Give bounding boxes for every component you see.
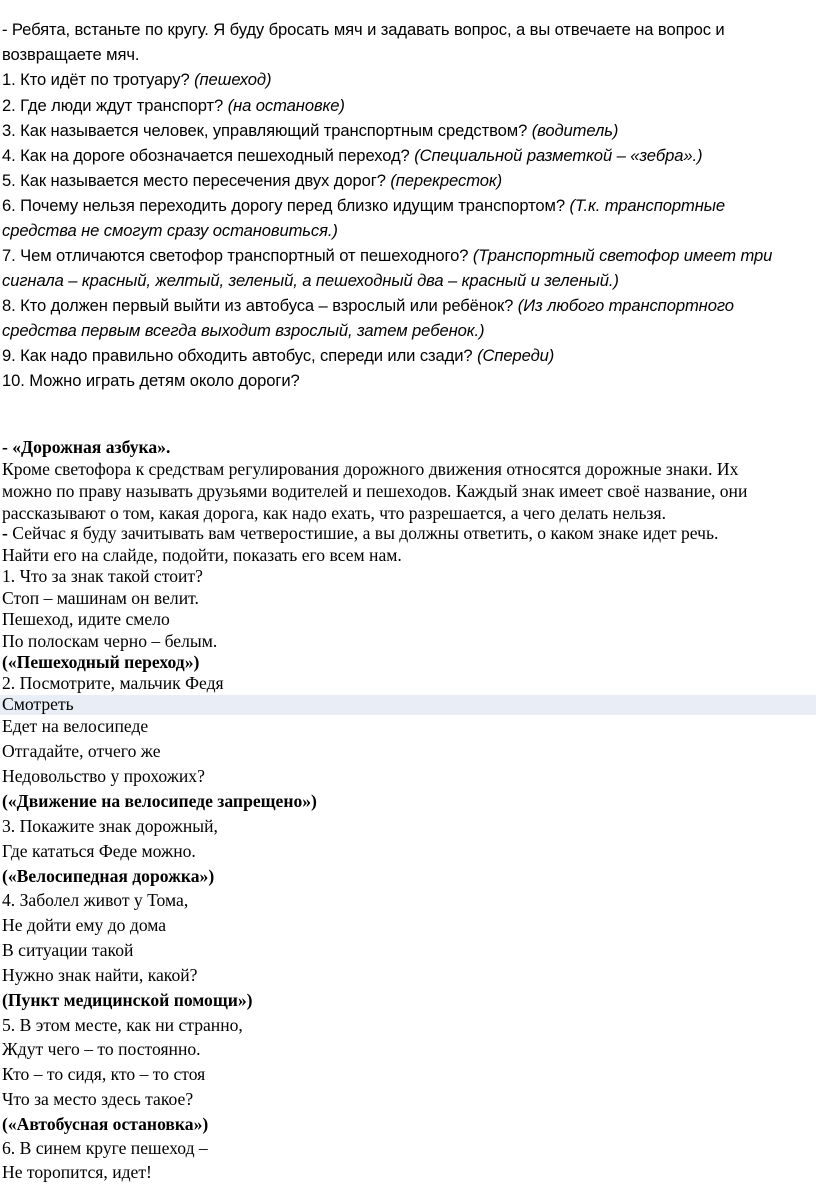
question-6-answer-cont: средства не смогут сразу остановиться.) [2, 221, 338, 240]
question-text: 10. Можно играть детям около дороги? [2, 371, 300, 390]
riddle-4-answer: (Пункт медицинской помощи») [2, 990, 253, 1010]
question-answer: (Спереди) [477, 346, 555, 365]
question-text: 3. Как называется человек, управляющий транспортным средством? [2, 121, 532, 140]
intro-paragraph-line-1: Кроме светофора к средствам регулирования дорожного движения относятся дорожные знаки. Их [2, 459, 739, 479]
question-10 [2, 371, 816, 391]
question-5 [2, 171, 816, 191]
game-intro-line-1: - Ребята, встаньте по кругу. Я буду бросать мяч и задавать вопрос, а вы отвечаете на вопрос и [2, 20, 725, 39]
riddle-2-line-1: 2. Посмотрите, мальчик Федя [2, 673, 224, 693]
question-7 [2, 246, 816, 266]
question-text: 7. Чем отличаются светофор транспортный от пешеходного? [2, 246, 473, 265]
question-4 [2, 146, 816, 166]
section-heading: - «Дорожная азбука». [2, 437, 171, 457]
question-7-answer-cont: сигнала – красный, желтый, зеленый, а пешеходный два – красный и зеленый.) [2, 271, 619, 290]
riddle-4-line-3: В ситуации такой [2, 940, 134, 960]
question-text: 1. Кто идёт по тротуару? [2, 70, 195, 89]
riddle-1-line-2: Стоп – машинам он велит. [2, 588, 199, 608]
intro-paragraph-line-3: рассказывают о том, какая дорога, как надо ехать, что разрешается, а чего делать нельзя. [2, 503, 666, 523]
question-1 [2, 70, 816, 90]
question-answer: (Транспортный светофор имеет три [472, 246, 773, 265]
question-text: 6. Почему нельзя переходить дорогу перед близко идущим транспортом? [2, 196, 570, 215]
question-9 [2, 346, 816, 366]
instruction-line-1 [2, 523, 816, 544]
riddle-4-line-1: 4. Заболел живот у Тома, [2, 890, 189, 910]
question-answer: (Специальной разметкой – «зебра».) [414, 146, 703, 165]
question-answer: (перекресток) [390, 171, 503, 190]
riddle-2-answer: («Движение на велосипеде запрещено») [2, 791, 317, 811]
riddle-2-line-2: Смотреть [2, 694, 74, 714]
question-text: 2. Где люди ждут транспорт? [2, 96, 228, 115]
riddle-1-answer: («Пешеходный переход») [2, 652, 200, 672]
riddle-3-line-2: Где кататься Феде можно. [2, 841, 196, 861]
riddle-2-line-5: Недовольство у прохожих? [2, 766, 205, 786]
riddle-5-answer: («Автобусная остановка») [2, 1114, 209, 1134]
riddle-1-line-4: По полоскам черно – белым. [2, 631, 218, 651]
question-6 [2, 196, 816, 216]
riddle-1-line-1: 1. Что за знак такой стоит? [2, 566, 203, 586]
question-2 [2, 96, 816, 116]
instruction-dash: - [2, 523, 13, 543]
game-intro-line-2: возвращаете мяч. [2, 45, 140, 64]
riddle-2-line-3: Едет на велосипеде [2, 716, 149, 736]
riddle-5-line-3: Кто – то сидя, кто – то стоя [2, 1064, 206, 1084]
question-answer: (водитель) [531, 121, 619, 140]
riddle-3-line-1: 3. Покажите знак дорожный, [2, 816, 218, 836]
riddle-5-line-1: 5. В этом месте, как ни странно, [2, 1015, 243, 1035]
riddle-6-line-1: 6. В синем круге пешеход – [2, 1138, 208, 1158]
question-8-answer-cont: средства первым всегда выходит взрослый, затем ребенок.) [2, 321, 485, 340]
question-text: 9. Как надо правильно обходить автобус, спереди или сзади? [2, 346, 478, 365]
riddle-2-line-4: Отгадайте, отчего же [2, 741, 161, 761]
question-text: 8. Кто должен первый выйти из автобуса – взрослый или ребёнок? [2, 296, 518, 315]
question-answer: (Из любого транспортного [517, 296, 734, 315]
riddle-5-line-4: Что за место здесь такое? [2, 1089, 194, 1109]
question-3 [2, 121, 816, 141]
intro-paragraph-line-2: можно по праву называть друзьями водителей и пешеходов. Каждый знак имеет своё название, они [2, 481, 748, 501]
riddle-5-line-2: Ждут чего – то постоянно. [2, 1039, 201, 1059]
instruction-text: Сейчас я буду зачитывать вам четверостишие, а вы должны ответить, о каком знаке идет речь. [12, 523, 719, 543]
riddle-4-line-2: Не дойти ему до дома [2, 915, 167, 935]
question-answer: (пешеход) [194, 70, 272, 89]
question-8 [2, 296, 816, 316]
instruction-line-2: Найти его на слайде, подойти, показать его всем нам. [2, 545, 402, 565]
riddle-4-line-4: Нужно знак найти, какой? [2, 965, 198, 985]
riddle-3-answer: («Велосипедная дорожка») [2, 866, 215, 886]
question-answer: (на остановке) [227, 96, 345, 115]
riddle-6-line-2: Не торопится, идет! [2, 1162, 152, 1182]
question-text: 5. Как называется место пересечения двух дорог? [2, 171, 391, 190]
riddle-1-line-3: Пешеход, идите смело [2, 609, 170, 629]
question-answer: (Т.к. транспортные [569, 196, 726, 215]
question-text: 4. Как на дороге обозначается пешеходный переход? [2, 146, 415, 165]
